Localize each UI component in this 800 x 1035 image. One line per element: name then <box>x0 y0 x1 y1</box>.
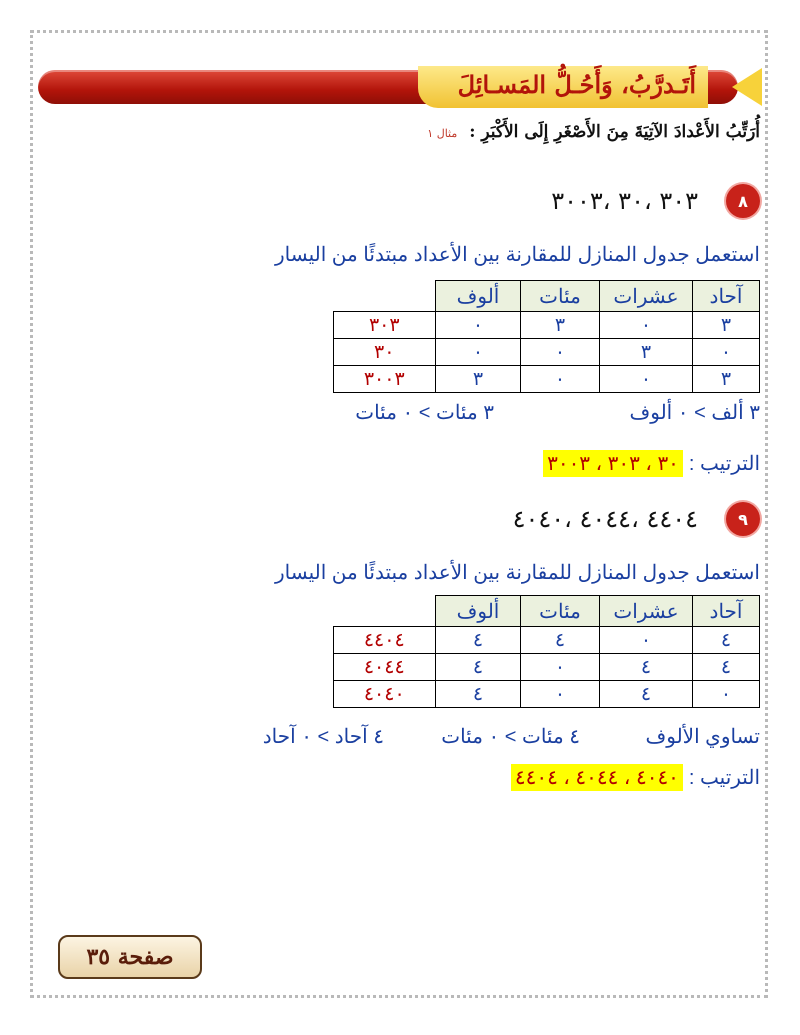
problem-number-badge: ٨ <box>726 184 760 218</box>
cell: ٤ <box>436 654 521 681</box>
section-title: أَتَـدرَّبُ، وَأَحُـلُّ المَسـائِلَ <box>457 70 696 99</box>
header-tens: عشرات <box>600 596 693 627</box>
table-row <box>333 366 760 393</box>
problem-8-header <box>551 184 760 218</box>
problem-number-badge: ٩ <box>726 502 760 536</box>
header-ones: آحاد <box>693 596 760 627</box>
row-result: ٣٠٠٣ <box>333 366 436 393</box>
header-thousands: ألوف <box>436 281 521 312</box>
order-result <box>511 764 760 791</box>
cell: ٠ <box>436 339 521 366</box>
table-row <box>333 627 760 654</box>
row-result: ٤٠٤٤ <box>333 654 436 681</box>
instruction <box>427 122 760 142</box>
header-ones: آحاد <box>693 281 760 312</box>
cell: ٣ <box>693 312 760 339</box>
table-header-row <box>333 596 760 627</box>
cell: ٤ <box>693 654 760 681</box>
header-blank <box>333 281 436 312</box>
comparison-3: ٤ آحاد > ٠ آحاد <box>262 726 384 748</box>
cell: ٤ <box>600 654 693 681</box>
cell: ٠ <box>693 681 760 708</box>
row-result: ٣٠ <box>333 339 436 366</box>
arrow-icon <box>732 68 762 106</box>
table-header-row <box>333 281 760 312</box>
section-banner <box>38 66 762 108</box>
cell: ٣ <box>436 366 521 393</box>
comparison-2: ٤ مئات > ٠ مئات <box>441 726 580 748</box>
cell: ٤ <box>436 627 521 654</box>
cell: ٤ <box>693 627 760 654</box>
place-value-table <box>333 280 761 393</box>
cell: ٣ <box>600 339 693 366</box>
cell: ٠ <box>521 681 600 708</box>
example-reference: مثال ١ <box>427 127 458 140</box>
cell: ٠ <box>600 627 693 654</box>
row-result: ٣٠٣ <box>333 312 436 339</box>
cell: ٣ <box>693 366 760 393</box>
order-value: ٣٠ ، ٣٠٣ ، ٣٠٠٣ <box>543 450 683 477</box>
table-row <box>333 681 760 708</box>
cell: ٠ <box>521 366 600 393</box>
row-result: ٤٠٤٠ <box>333 681 436 708</box>
table-row <box>333 339 760 366</box>
row-result: ٤٤٠٤ <box>333 627 436 654</box>
header-hundreds: مئات <box>521 281 600 312</box>
cell: ٤ <box>521 627 600 654</box>
cell: ٠ <box>600 312 693 339</box>
instruction-text: أُرَتِّبُ الأَعْدادَ الآتِيَةَ مِنَ الأَصْغَرِ إِلَى الأَكْبَرِ : <box>469 122 760 142</box>
header-tens: عشرات <box>600 281 693 312</box>
cell: ٤ <box>600 681 693 708</box>
method-text: استعمل جدول المنازل للمقارنة بين الأعداد مبتدئًا من اليسار <box>274 562 760 584</box>
problem-numbers: ٣٠٣ ،٣٠ ،٣٠٠٣ <box>551 187 698 215</box>
table-row <box>333 312 760 339</box>
cell: ٠ <box>600 366 693 393</box>
header-blank <box>333 596 436 627</box>
header-hundreds: مئات <box>521 596 600 627</box>
problem-9-header <box>513 502 760 536</box>
table-row <box>333 654 760 681</box>
cell: ٠ <box>693 339 760 366</box>
order-result <box>543 450 760 477</box>
comparison-1: ٣ ألف > ٠ ألوف <box>629 402 760 424</box>
comparison-1: تساوي الألوف <box>645 726 760 748</box>
cell: ٤ <box>436 681 521 708</box>
method-text: استعمل جدول المنازل للمقارنة بين الأعداد مبتدئًا من اليسار <box>274 244 760 266</box>
order-label: الترتيب : <box>688 453 760 475</box>
cell: ٠ <box>436 312 521 339</box>
cell: ٠ <box>521 654 600 681</box>
comparison-2: ٣ مئات > ٠ مئات <box>355 402 494 424</box>
page-number: صفحة ٣٥ <box>58 935 202 979</box>
order-label: الترتيب : <box>688 767 760 789</box>
cell: ٠ <box>521 339 600 366</box>
problem-numbers: ٤٤٠٤ ،٤٠٤٤ ،٤٠٤٠ <box>512 505 698 533</box>
order-value: ٤٠٤٠ ، ٤٠٤٤ ، ٤٤٠٤ <box>511 764 683 791</box>
header-thousands: ألوف <box>436 596 521 627</box>
cell: ٣ <box>521 312 600 339</box>
place-value-table <box>333 595 761 708</box>
